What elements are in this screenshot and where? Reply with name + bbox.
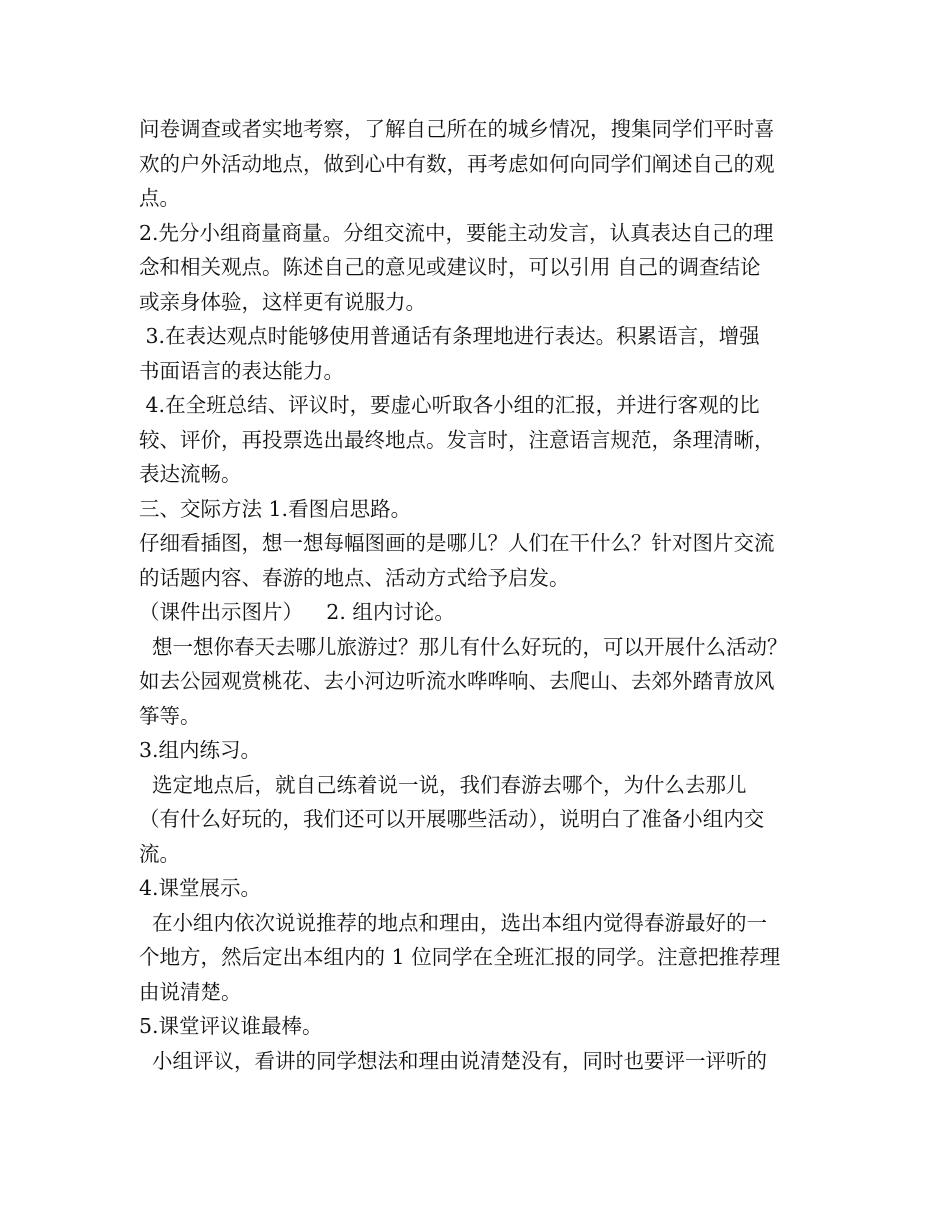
text-line: 仔细看插图，想一想每幅图画的是哪儿？人们在干什么？针对图片交流 — [139, 531, 775, 555]
text-line: 书面语言的表达能力。 — [139, 358, 344, 383]
text-line: 选定地点后，就自己练着说一说，我们春游去哪个，为什么去那儿 — [139, 772, 747, 797]
step-heading: 3.组内练习。 — [139, 738, 262, 762]
text-line: （课件出示图片） 2. 组内讨论。 — [139, 600, 455, 624]
text-line: 如去公园观赏桃花、去小河边听流水哗哗响、去爬山、去郊外踏青放风 — [139, 669, 775, 693]
text-line: 想一想你春天去哪儿旅游过？那儿有什么好玩的，可以开展什么活动？ — [139, 634, 788, 659]
section-heading: 三、交际方法 1.看图启思路。 — [139, 496, 412, 521]
text-line: 的话题内容、春游的地点、活动方式给予启发。 — [139, 565, 570, 590]
text-line: 个地方，然后定出本组内的 1 位同学在全班汇报的同学。注意把推荐理 — [139, 945, 781, 969]
text-line: 较、评价，再投票选出最终地点。发言时，注意语言规范，条理清晰， — [139, 427, 775, 452]
text-line: 小组评议，看讲的同学想法和理由说清楚没有，同时也要评一评听的 — [139, 1048, 768, 1073]
text-line: 在小组内依次说说推荐的地点和理由，选出本组内觉得春游最好的一 — [139, 910, 768, 935]
text-line: 3.在表达观点时能够使用普通话有条理地进行表达。积累语言，增强 — [139, 324, 760, 348]
text-line: 问卷调查或者实地考察，了解自己所在的城乡情况，搜集同学们平时喜 — [139, 117, 775, 141]
step-heading: 4.课堂展示。 — [139, 876, 262, 900]
text-line: （有什么好玩的，我们还可以开展哪些活动），说明白了准备小组内交 — [139, 807, 765, 831]
text-line: 欢的户外活动地点，做到心中有数，再考虑如何向同学们阐述自己的观 — [139, 151, 775, 176]
text-line: 或亲身体验，这样更有说服力。 — [139, 289, 426, 314]
text-line: 4.在全班总结、评议时，要虚心听取各小组的汇报，并进行客观的比 — [139, 393, 760, 417]
text-line: 表达流畅。 — [139, 462, 242, 486]
text-line: 筝等。 — [139, 703, 201, 728]
text-line: 点。 — [139, 186, 180, 210]
text-line: 由说清楚。 — [139, 979, 242, 1004]
text-line: 流。 — [139, 841, 180, 866]
step-heading: 5.课堂评议谁最棒。 — [139, 1014, 323, 1038]
text-line: 2.先分小组商量商量。分组交流中，要能主动发言，认真表达自己的理 — [139, 220, 774, 245]
text-line: 念和相关观点。陈述自己的意见或建议时，可以引用 自己的调查结论 — [139, 255, 761, 279]
document-body — [139, 112, 829, 1078]
